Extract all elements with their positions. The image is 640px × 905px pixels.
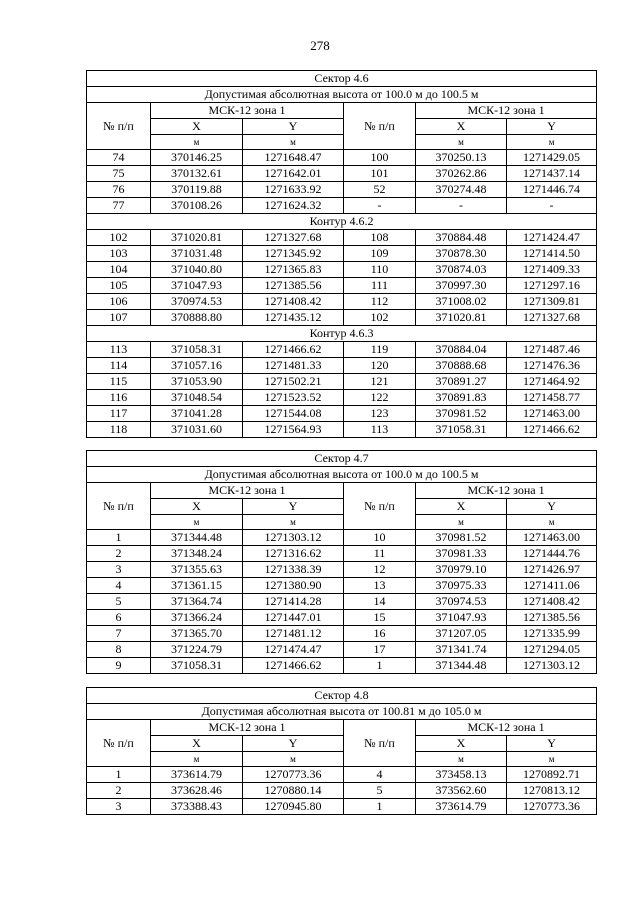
unit-cell: м <box>151 515 243 530</box>
sector-table-4-6 <box>86 70 597 438</box>
table-cell: 1271523.52 <box>243 390 344 406</box>
table-cell: 370981.52 <box>416 530 507 546</box>
unit-cell: м <box>507 515 597 530</box>
table-cell: 370262.86 <box>416 166 507 182</box>
sector-title: Сектор 4.7 <box>87 451 597 467</box>
table-cell: 1271408.42 <box>507 594 597 610</box>
table-cell: 371366.24 <box>151 610 243 626</box>
table-cell: 1271544.08 <box>243 406 344 422</box>
table-cell: 1271429.05 <box>507 150 597 166</box>
table-row <box>87 278 597 294</box>
table-cell: 1271476.36 <box>507 358 597 374</box>
table-cell: 371207.05 <box>416 626 507 642</box>
table-cell: 371058.31 <box>151 658 243 674</box>
table-cell: 371344.48 <box>151 530 243 546</box>
table-cell: 1271380.90 <box>243 578 344 594</box>
table-cell: 1270813.12 <box>507 783 597 799</box>
table-cell: 1271435.12 <box>243 310 344 326</box>
header-row <box>87 483 597 499</box>
table-cell: 123 <box>344 406 416 422</box>
unit-cell: м <box>151 752 243 767</box>
table-cell: 122 <box>344 390 416 406</box>
sector-title: Сектор 4.6 <box>87 71 597 87</box>
table-cell: 13 <box>344 578 416 594</box>
table-cell: 371020.81 <box>151 230 243 246</box>
table-cell: 370878.30 <box>416 246 507 262</box>
table-row <box>87 783 597 799</box>
table-cell: 6 <box>87 610 151 626</box>
table-cell: 1271466.62 <box>507 422 597 438</box>
table-cell: 11 <box>344 546 416 562</box>
table-cell: 117 <box>87 406 151 422</box>
table-cell: 370250.13 <box>416 150 507 166</box>
table-cell: 371008.02 <box>416 294 507 310</box>
table-cell: - <box>416 198 507 214</box>
table-cell: 370874.03 <box>416 262 507 278</box>
table-cell: 1271466.62 <box>243 658 344 674</box>
table-cell: 75 <box>87 166 151 182</box>
table-cell: 1270892.71 <box>507 767 597 783</box>
table-cell: 1 <box>87 530 151 546</box>
table-row <box>87 310 597 326</box>
num-header: № п/п <box>344 103 416 150</box>
table-cell: 1271335.99 <box>507 626 597 642</box>
table-cell: 370108.26 <box>151 198 243 214</box>
table-row <box>87 198 597 214</box>
table-cell: 7 <box>87 626 151 642</box>
table-cell: - <box>507 198 597 214</box>
y-header: Y <box>243 499 344 515</box>
table-cell: 101 <box>344 166 416 182</box>
xy-header-row <box>87 736 597 752</box>
height-note: Допустимая абсолютная высота от 100.0 м до 100.5 м <box>87 467 597 483</box>
table-row <box>87 422 597 438</box>
table-cell: 1271297.16 <box>507 278 597 294</box>
table-cell: 106 <box>87 294 151 310</box>
table-cell: 12 <box>344 562 416 578</box>
table-cell: 370888.68 <box>416 358 507 374</box>
table-cell: 370146.25 <box>151 150 243 166</box>
table-cell: 52 <box>344 182 416 198</box>
table-cell: 370975.33 <box>416 578 507 594</box>
table-row <box>87 262 597 278</box>
num-header: № п/п <box>344 720 416 767</box>
table-cell: 2 <box>87 783 151 799</box>
table-cell: 371031.48 <box>151 246 243 262</box>
table-row <box>87 342 597 358</box>
x-header: X <box>151 119 243 135</box>
num-header: № п/п <box>87 483 151 530</box>
table-row <box>87 767 597 783</box>
table-row <box>87 294 597 310</box>
table-cell: 370981.52 <box>416 406 507 422</box>
unit-row <box>87 135 597 150</box>
unit-cell: м <box>416 752 507 767</box>
table-cell: 1271487.46 <box>507 342 597 358</box>
table-cell: 1271424.47 <box>507 230 597 246</box>
table-cell: 370979.10 <box>416 562 507 578</box>
table-cell: 371344.48 <box>416 658 507 674</box>
table-row <box>87 610 597 626</box>
table-cell: 1271446.74 <box>507 182 597 198</box>
table-cell: 1271437.14 <box>507 166 597 182</box>
table-cell: 371355.63 <box>151 562 243 578</box>
x-header: X <box>151 499 243 515</box>
table-cell: 2 <box>87 546 151 562</box>
xy-header-row <box>87 119 597 135</box>
table-cell: 370884.48 <box>416 230 507 246</box>
table-cell: 1271414.28 <box>243 594 344 610</box>
table-cell: 108 <box>344 230 416 246</box>
table-row <box>87 546 597 562</box>
table-cell: 14 <box>344 594 416 610</box>
table-cell: 370974.53 <box>151 294 243 310</box>
unit-cell: м <box>416 515 507 530</box>
table-cell: 3 <box>87 562 151 578</box>
table-cell: 1271564.93 <box>243 422 344 438</box>
table-row <box>87 594 597 610</box>
table-cell: 1271426.97 <box>507 562 597 578</box>
table-row <box>87 799 597 815</box>
table-cell: 3 <box>87 799 151 815</box>
table-cell: 111 <box>344 278 416 294</box>
y-header: Y <box>243 119 344 135</box>
contour-label: Контур 4.6.2 <box>87 214 597 230</box>
sector-table-4-7 <box>86 450 597 674</box>
table-cell: 17 <box>344 642 416 658</box>
table-cell: 118 <box>87 422 151 438</box>
table-cell: 371348.24 <box>151 546 243 562</box>
table-cell: 371041.28 <box>151 406 243 422</box>
table-cell: 1271447.01 <box>243 610 344 626</box>
sector-title-row <box>87 688 597 704</box>
table-cell: 1271633.92 <box>243 182 344 198</box>
table-cell: 100 <box>344 150 416 166</box>
height-note-row <box>87 87 597 103</box>
table-cell: 110 <box>344 262 416 278</box>
unit-cell: м <box>243 135 344 150</box>
sector-title-row <box>87 71 597 87</box>
unit-row <box>87 515 597 530</box>
table-cell: 112 <box>344 294 416 310</box>
table-row <box>87 230 597 246</box>
x-header: X <box>416 119 507 135</box>
table-cell: 370888.80 <box>151 310 243 326</box>
header-row <box>87 103 597 119</box>
table-row <box>87 530 597 546</box>
table-cell: 1271624.32 <box>243 198 344 214</box>
unit-cell: м <box>416 135 507 150</box>
table-row <box>87 658 597 674</box>
table-cell: 1271409.33 <box>507 262 597 278</box>
table-row <box>87 182 597 198</box>
table-cell: 5 <box>344 783 416 799</box>
unit-cell: м <box>243 515 344 530</box>
table-cell: 1271345.92 <box>243 246 344 262</box>
table-cell: 1271481.12 <box>243 626 344 642</box>
table-cell: 113 <box>87 342 151 358</box>
table-cell: 373614.79 <box>151 767 243 783</box>
table-cell: 15 <box>344 610 416 626</box>
table-row <box>87 390 597 406</box>
table-row <box>87 150 597 166</box>
table-cell: 371341.74 <box>416 642 507 658</box>
msk-zone-header: МСК-12 зона 1 <box>151 103 344 119</box>
height-note: Допустимая абсолютная высота от 100.81 м до 105.0 м <box>87 704 597 720</box>
table-cell: 370884.04 <box>416 342 507 358</box>
contour-row <box>87 214 597 230</box>
table-cell: 103 <box>87 246 151 262</box>
table-cell: 371020.81 <box>416 310 507 326</box>
table-cell: 1271648.47 <box>243 150 344 166</box>
table-cell: 1271444.76 <box>507 546 597 562</box>
table-cell: 1271464.92 <box>507 374 597 390</box>
table-cell: 8 <box>87 642 151 658</box>
table-cell: 371057.16 <box>151 358 243 374</box>
contour-row <box>87 326 597 342</box>
height-note-row <box>87 467 597 483</box>
table-cell: 1271474.47 <box>243 642 344 658</box>
sector-title: Сектор 4.8 <box>87 688 597 704</box>
msk-zone-header: МСК-12 зона 1 <box>416 720 597 736</box>
table-cell: 373458.13 <box>416 767 507 783</box>
table-cell: 373628.46 <box>151 783 243 799</box>
table-cell: 371361.15 <box>151 578 243 594</box>
table-cell: 121 <box>344 374 416 390</box>
table-cell: 9 <box>87 658 151 674</box>
table-cell: 1270945.80 <box>243 799 344 815</box>
table-cell: 1271294.05 <box>507 642 597 658</box>
table-cell: 1271309.81 <box>507 294 597 310</box>
table-cell: 371364.74 <box>151 594 243 610</box>
table-cell: 116 <box>87 390 151 406</box>
table-cell: 102 <box>344 310 416 326</box>
table-cell: 77 <box>87 198 151 214</box>
table-cell: 371047.93 <box>416 610 507 626</box>
table-row <box>87 358 597 374</box>
table-cell: - <box>344 198 416 214</box>
y-header: Y <box>243 736 344 752</box>
table-cell: 1271463.00 <box>507 406 597 422</box>
table-cell: 74 <box>87 150 151 166</box>
table-cell: 1271458.77 <box>507 390 597 406</box>
table-cell: 370974.53 <box>416 594 507 610</box>
table-cell: 1 <box>344 799 416 815</box>
table-cell: 370891.27 <box>416 374 507 390</box>
xy-header-row <box>87 499 597 515</box>
page-number: 278 <box>310 38 330 53</box>
num-header: № п/п <box>344 483 416 530</box>
table-cell: 1271642.01 <box>243 166 344 182</box>
table-cell: 1 <box>344 658 416 674</box>
table-cell: 371053.90 <box>151 374 243 390</box>
table-cell: 371047.93 <box>151 278 243 294</box>
table-cell: 10 <box>344 530 416 546</box>
table-cell: 1271327.68 <box>507 310 597 326</box>
table-cell: 1271365.83 <box>243 262 344 278</box>
table-cell: 1271303.12 <box>507 658 597 674</box>
table-cell: 1271411.06 <box>507 578 597 594</box>
height-note: Допустимая абсолютная высота от 100.0 м до 100.5 м <box>87 87 597 103</box>
msk-zone-header: МСК-12 зона 1 <box>416 483 597 499</box>
table-cell: 1271481.33 <box>243 358 344 374</box>
table-cell: 109 <box>344 246 416 262</box>
table-cell: 1270773.36 <box>507 799 597 815</box>
header-row <box>87 720 597 736</box>
table-cell: 371058.31 <box>151 342 243 358</box>
msk-zone-header: МСК-12 зона 1 <box>416 103 597 119</box>
table-cell: 120 <box>344 358 416 374</box>
unit-cell: м <box>507 135 597 150</box>
table-cell: 113 <box>344 422 416 438</box>
table-cell: 1270880.14 <box>243 783 344 799</box>
table-cell: 1271316.62 <box>243 546 344 562</box>
table-cell: 371040.80 <box>151 262 243 278</box>
table-cell: 1270773.36 <box>243 767 344 783</box>
msk-zone-header: МСК-12 зона 1 <box>151 720 344 736</box>
table-cell: 4 <box>87 578 151 594</box>
msk-zone-header: МСК-12 зона 1 <box>151 483 344 499</box>
contour-label: Контур 4.6.3 <box>87 326 597 342</box>
table-cell: 1271414.50 <box>507 246 597 262</box>
table-cell: 373614.79 <box>416 799 507 815</box>
table-cell: 1271385.56 <box>243 278 344 294</box>
table-row <box>87 166 597 182</box>
table-cell: 371058.31 <box>416 422 507 438</box>
table-cell: 76 <box>87 182 151 198</box>
table-cell: 370997.30 <box>416 278 507 294</box>
table-cell: 102 <box>87 230 151 246</box>
table-row <box>87 246 597 262</box>
table-cell: 107 <box>87 310 151 326</box>
table-cell: 370981.33 <box>416 546 507 562</box>
x-header: X <box>416 736 507 752</box>
table-cell: 371224.79 <box>151 642 243 658</box>
unit-cell: м <box>151 135 243 150</box>
table-cell: 1 <box>87 767 151 783</box>
num-header: № п/п <box>87 720 151 767</box>
table-cell: 370891.83 <box>416 390 507 406</box>
y-header: Y <box>507 736 597 752</box>
table-cell: 371048.54 <box>151 390 243 406</box>
y-header: Y <box>507 499 597 515</box>
unit-cell: м <box>507 752 597 767</box>
table-cell: 1271502.21 <box>243 374 344 390</box>
table-row <box>87 374 597 390</box>
table-cell: 1271408.42 <box>243 294 344 310</box>
table-row <box>87 562 597 578</box>
table-cell: 4 <box>344 767 416 783</box>
table-cell: 370132.61 <box>151 166 243 182</box>
table-cell: 114 <box>87 358 151 374</box>
table-cell: 115 <box>87 374 151 390</box>
table-cell: 104 <box>87 262 151 278</box>
table-row <box>87 626 597 642</box>
table-cell: 119 <box>344 342 416 358</box>
table-cell: 1271463.00 <box>507 530 597 546</box>
table-cell: 1271466.62 <box>243 342 344 358</box>
unit-row <box>87 752 597 767</box>
sector-table-4-8 <box>86 687 597 815</box>
table-cell: 1271385.56 <box>507 610 597 626</box>
table-cell: 371365.70 <box>151 626 243 642</box>
x-header: X <box>416 499 507 515</box>
y-header: Y <box>507 119 597 135</box>
table-cell: 1271327.68 <box>243 230 344 246</box>
table-cell: 370119.88 <box>151 182 243 198</box>
height-note-row <box>87 704 597 720</box>
table-row <box>87 642 597 658</box>
sector-title-row <box>87 451 597 467</box>
table-cell: 371031.60 <box>151 422 243 438</box>
table-row <box>87 406 597 422</box>
table-row <box>87 578 597 594</box>
table-cell: 105 <box>87 278 151 294</box>
unit-cell: м <box>243 752 344 767</box>
table-cell: 1271303.12 <box>243 530 344 546</box>
table-cell: 373562.60 <box>416 783 507 799</box>
table-cell: 373388.43 <box>151 799 243 815</box>
num-header: № п/п <box>87 103 151 150</box>
table-cell: 370274.48 <box>416 182 507 198</box>
x-header: X <box>151 736 243 752</box>
table-cell: 5 <box>87 594 151 610</box>
table-cell: 16 <box>344 626 416 642</box>
table-cell: 1271338.39 <box>243 562 344 578</box>
